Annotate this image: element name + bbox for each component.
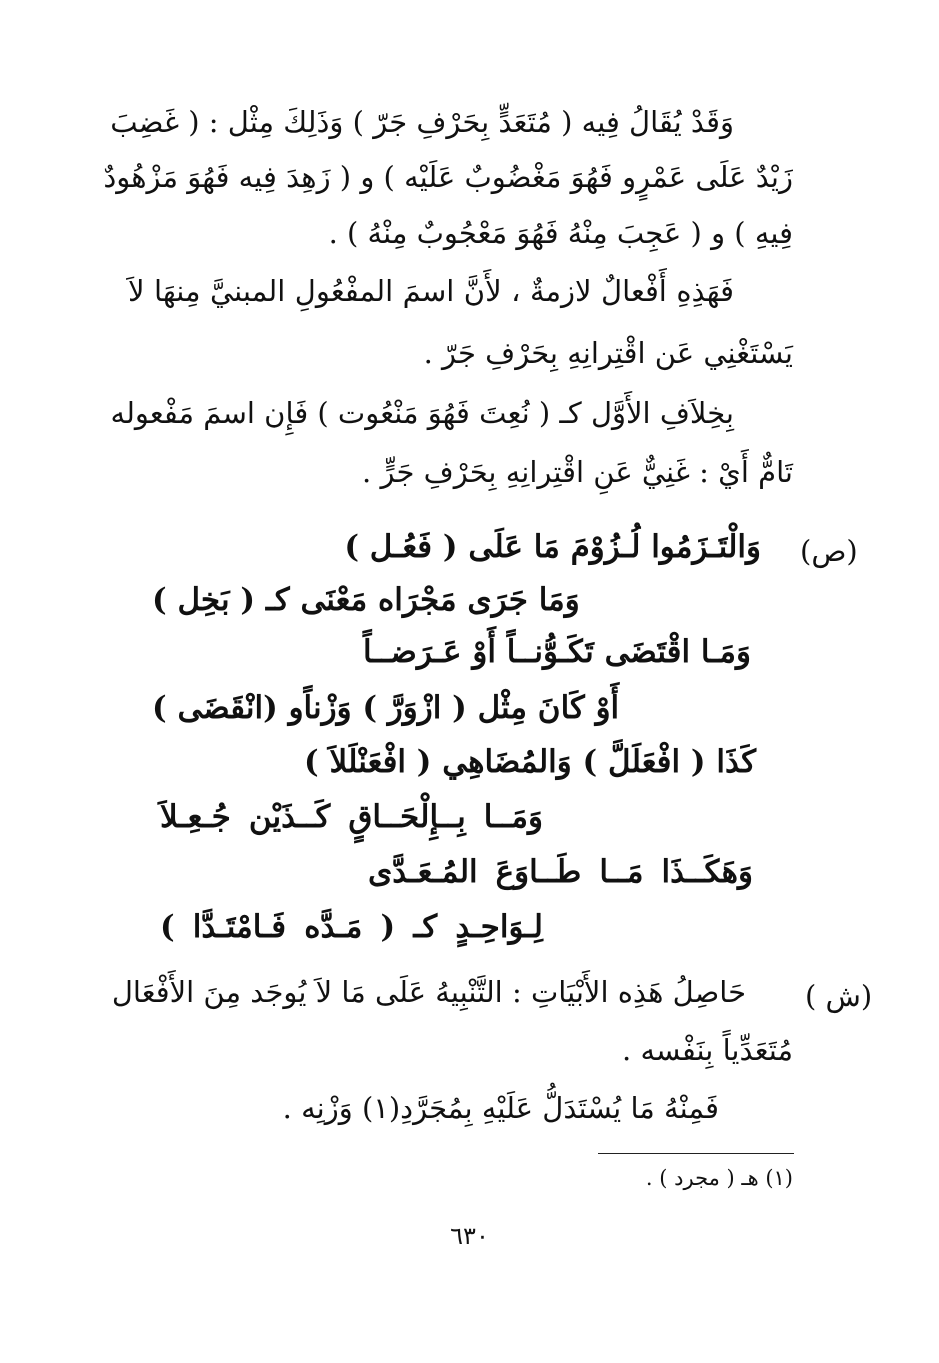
verse-line-2: وَمَا جَرَى مَجْرَاه مَعْنَى كـ ( بَخِل ) (152, 582, 580, 618)
paragraph-1-line-2: زَيْدٌ عَلَى عَمْرٍو فَهُوَ مَغْضُوبٌ عَلَيْه ) و ( زَهِدَ فِيه فَهُوَ مَزْهُودٌ (103, 160, 793, 194)
commentary-line-1: حَاصِلُ هَذِه الأَبْيَاتِ : التَّنْبِيهُ عَلَى مَا لاَ يُوجَد مِنَ الأَفْعَال (111, 975, 746, 1009)
paragraph-1-line-1: وَقَدْ يُقَالُ فِيه ( مُتَعَدٍّ بِحَرْفِ جَرّ ) وَذَلِكَ مِثْل : ( غَضِبَ (110, 105, 734, 139)
verse-line-6: وَمَــا بِــإِلْحَــاقٍ كَــذَيْن جُـعِـلاَ (160, 799, 543, 835)
paragraph-3-line-2: تَامٌّ أَيْ : غَنِيٌّ عَنِ اقْتِرانِهِ بِحَرْفِ جَرٍّ . (362, 455, 793, 489)
footnote: (١) هـ ( مجرد ) . (645, 1166, 793, 1190)
verse-line-7: وَهَكَــذَا مَــا طَــاوَعَ المُـعَـدَّى (368, 854, 753, 890)
commentary-line-3: فَمِنْهُ مَا يُسْتَدَلُّ عَلَيْهِ بِمُجَرَّدِ(١) وَزْنِه . (282, 1091, 719, 1125)
verse-marker: (ص) (800, 534, 858, 568)
page-number: ٦٣٠ (450, 1222, 489, 1250)
commentary-line-2: مُتَعَدِّياً بِنَفْسه . (622, 1033, 793, 1067)
verse-line-5: كَذَا ( افْعَلَلَّ ) وَالمُضَاهِي ( افْعَنْلَلاَ ) (304, 744, 756, 780)
paragraph-2-line-1: فَهَذِهِ أَفْعالٌ لازمةٌ ، لأَنَّ اسمَ المفْعُولِ المبنيَّ مِنهَا لاَ (128, 274, 734, 308)
paragraph-3-line-1: بِخِلاَفِ الأَوَّل كـ ( نُعِتَ فَهُوَ مَنْعُوت ) فَإِن اسمَ مَفْعوله (110, 396, 734, 430)
footnote-divider (598, 1153, 794, 1154)
verse-line-4: أَوْ كَانَ مِثْل ( ازْوَرَّ ) وَزْناًو (انْقَضَى ) (152, 690, 620, 726)
verse-line-8: لِـوَاحِـدٍ كـ ( مَـدَّه فَـامْتَـدَّا ) (160, 909, 543, 945)
verse-line-3: وَمَـا اقْتَضَى تَكَـوُّنــاً أَوْ عَـرَضــاً (362, 634, 751, 670)
verse-line-1: وَالْتَـزَمُوا لُـزُوْمَ مَا عَلَى ( فَعُـل ) (344, 529, 761, 565)
paragraph-2-line-2: يَسْتَغْنِي عَن اقْتِرانِهِ بِحَرْفِ جَرّ . (423, 336, 793, 370)
paragraph-1-line-3: فِيهِ ) و ( عَجِبَ مِنْهُ فَهُوَ مَعْجُوبٌ مِنْهُ ) . (328, 216, 793, 250)
commentary-marker: (ش ) (805, 979, 873, 1013)
